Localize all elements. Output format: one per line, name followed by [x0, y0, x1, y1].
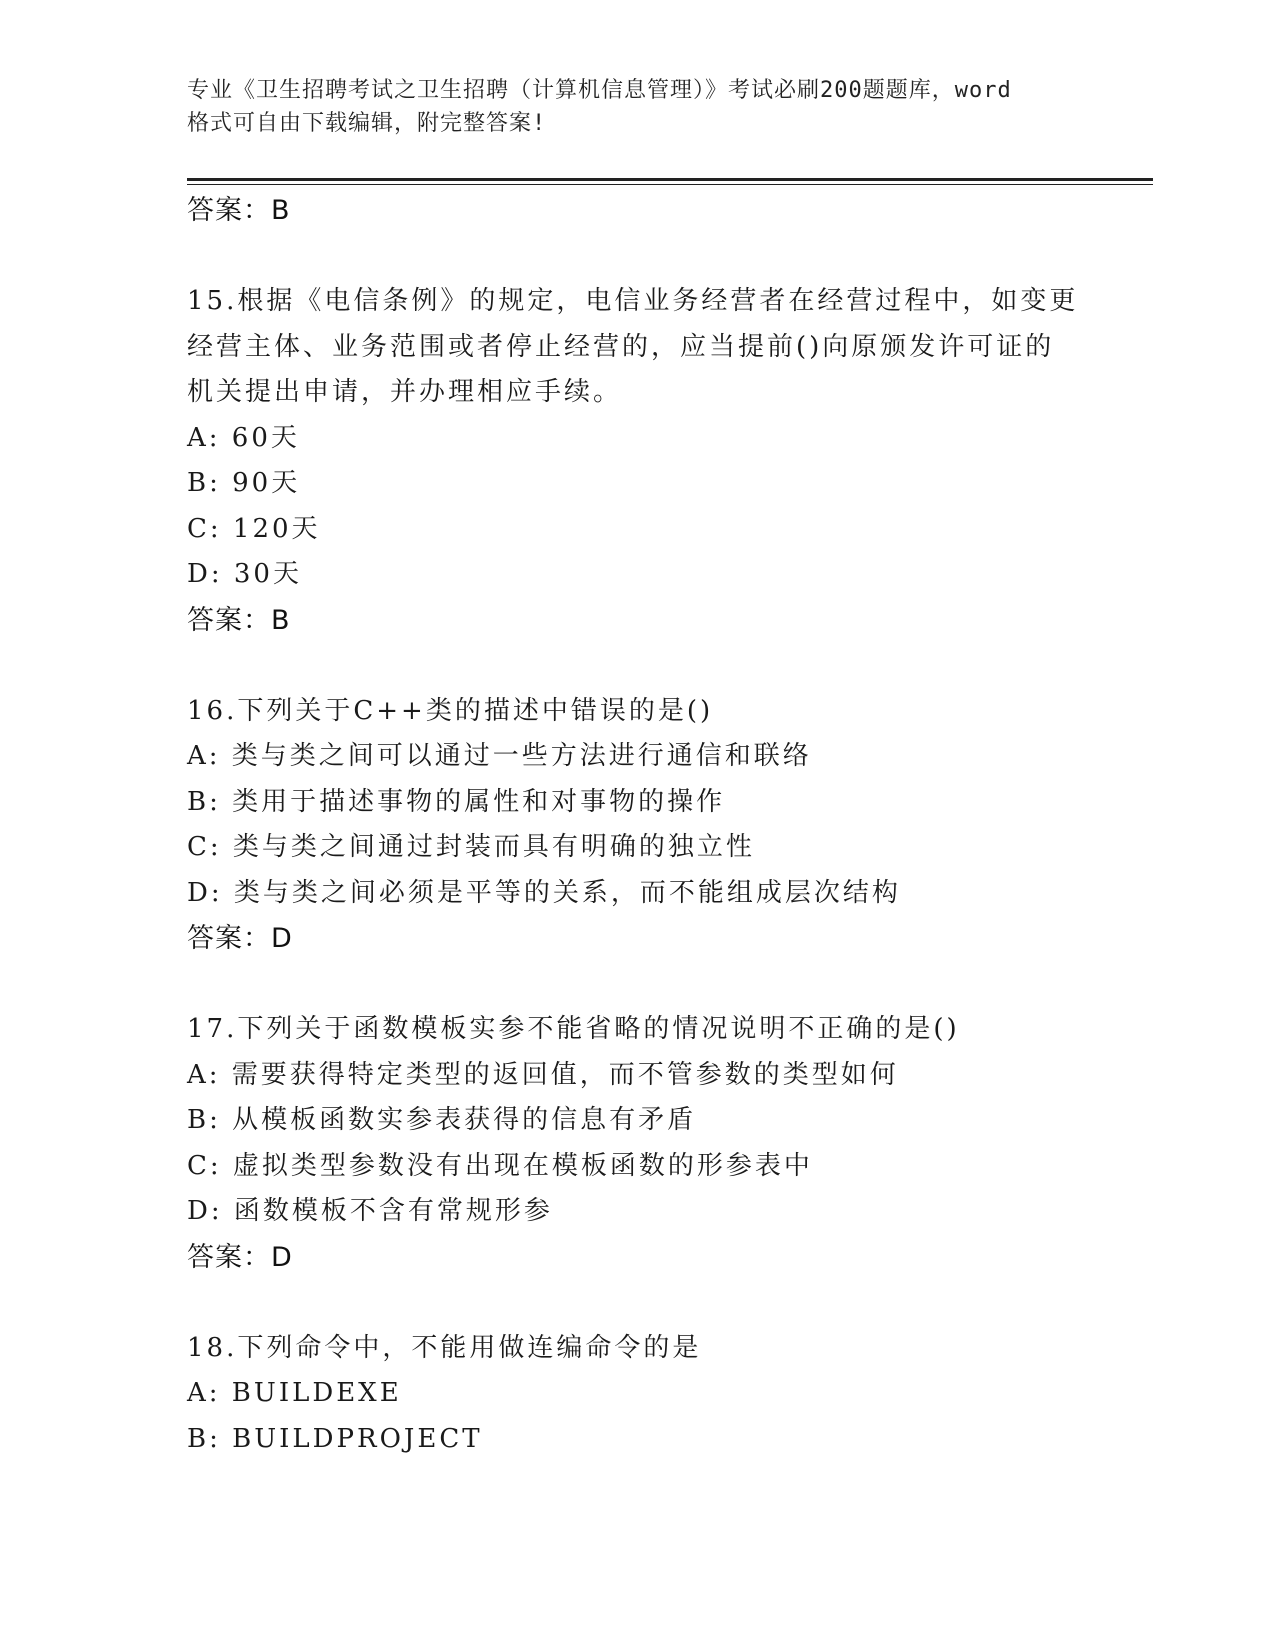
- question-17: [187, 1007, 1087, 1280]
- question-text-line: 经营主体、业务范围或者停止经营的，应当提前()向原颁发许可证的: [187, 331, 1055, 362]
- question-18: [187, 1326, 1087, 1463]
- option-b: B: 90天: [187, 468, 301, 498]
- answer: 答案：B: [187, 604, 291, 636]
- spacer: [187, 233, 1087, 279]
- spacer: [187, 643, 1087, 689]
- option-b: B: 从模板函数实参表获得的信息有矛盾: [187, 1105, 697, 1135]
- option-b: B: 类用于描述事物的属性和对事物的操作: [187, 786, 726, 817]
- option-c: C: 120天: [187, 513, 321, 544]
- question-text-line: 16.下列关于C++类的描述中错误的是(): [187, 695, 714, 726]
- option-d: D: 类与类之间必须是平等的关系，而不能组成层次结构: [187, 877, 901, 908]
- option-a: A: BUILDEXE: [187, 1378, 402, 1408]
- spacer: [187, 961, 1087, 1007]
- question-text-line: 15.根据《电信条例》的规定，电信业务经营者在经营过程中，如变更: [187, 286, 1079, 316]
- header-line-2: 格式可自由下载编辑，附完整答案!: [187, 111, 547, 136]
- option-b: B: BUILDPROJECT: [187, 1423, 483, 1454]
- answer: 答案：D: [187, 1241, 293, 1273]
- document-header: [187, 74, 1087, 140]
- question-16: [187, 689, 1087, 962]
- option-a: A: 类与类之间可以通过一些方法进行通信和联络: [187, 741, 812, 771]
- question-list: [187, 188, 1087, 1462]
- question-text-line: 17.下列关于函数模板实参不能省略的情况说明不正确的是(): [187, 1014, 960, 1044]
- previous-answer: 答案：B: [187, 195, 291, 226]
- question-15: [187, 279, 1087, 643]
- option-c: C: 虚拟类型参数没有出现在模板函数的形参表中: [187, 1150, 813, 1181]
- option-d: D: 函数模板不含有常规形参: [187, 1196, 553, 1226]
- option-a: A: 60天: [187, 422, 300, 453]
- option-c: C: 类与类之间通过封装而具有明确的独立性: [187, 832, 755, 862]
- header-line-1: 专业《卫生招聘考试之卫生招聘（计算机信息管理）》考试必刷200题题库，word: [187, 78, 1012, 103]
- question-text-line: 18.下列命令中，不能用做连编命令的是: [187, 1332, 702, 1363]
- option-d: D: 30天: [187, 559, 302, 589]
- header-divider-thin: [187, 184, 1153, 185]
- option-a: A: 需要获得特定类型的返回值，而不管参数的类型如何: [187, 1059, 899, 1090]
- answer: 答案：D: [187, 923, 293, 954]
- header-divider-thick: [187, 178, 1153, 181]
- spacer: [187, 1280, 1087, 1326]
- question-text-line: 机关提出申请，并办理相应手续。: [187, 377, 623, 407]
